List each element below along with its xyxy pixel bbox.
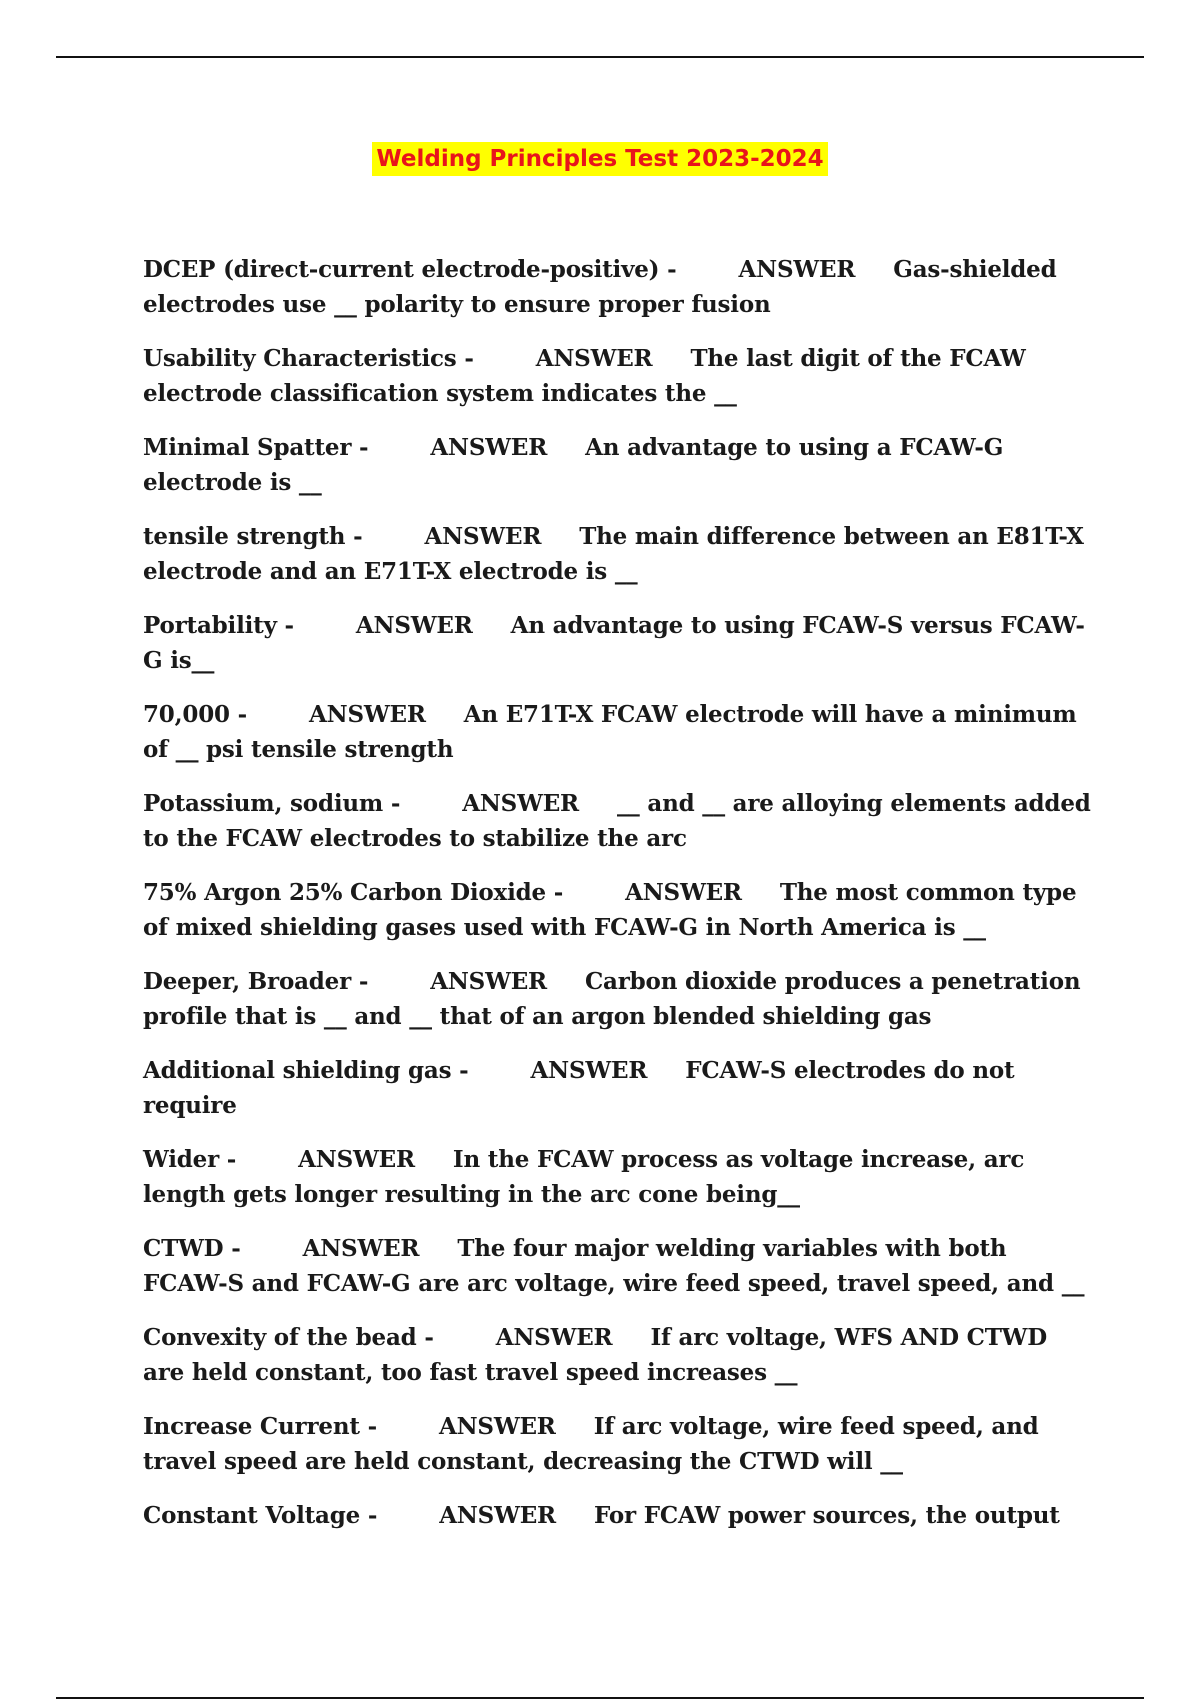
answer-label: ANSWER bbox=[535, 345, 653, 372]
qa-item bbox=[143, 786, 1093, 856]
qa-item bbox=[143, 519, 1093, 589]
qa-question: The last digit of the FCAW electrode classification system indicates the __ bbox=[143, 345, 1026, 407]
qa-term: Increase Current - bbox=[143, 1413, 377, 1440]
answer-label: ANSWER bbox=[355, 612, 473, 639]
qa-term: Deeper, Broader - bbox=[143, 968, 369, 995]
answer-label: ANSWER bbox=[495, 1324, 613, 1351]
answer-label: ANSWER bbox=[462, 790, 579, 817]
qa-term: Usability Characteristics - bbox=[143, 345, 474, 372]
title-container bbox=[0, 142, 1200, 176]
qa-term: DCEP (direct-current electrode-positive) - bbox=[143, 256, 677, 283]
answer-label: ANSWER bbox=[308, 701, 426, 728]
qa-item bbox=[143, 341, 1093, 411]
qa-question: Gas-shielded electrodes use __ polarity to ensure proper fusion bbox=[143, 256, 1057, 318]
qa-term: Minimal Spatter - bbox=[143, 434, 369, 461]
qa-item bbox=[143, 608, 1093, 678]
qa-question: If arc voltage, WFS AND CTWD are held constant, too fast travel speed increases __ bbox=[143, 1324, 1048, 1386]
qa-term: 70,000 - bbox=[143, 701, 247, 728]
qa-question: For FCAW power sources, the output bbox=[593, 1502, 1060, 1529]
bottom-divider bbox=[56, 1697, 1144, 1699]
qa-term: Convexity of the bead - bbox=[143, 1324, 434, 1351]
qa-question: The most common type of mixed shielding gases used with FCAW-G in North America is __ bbox=[143, 879, 1077, 941]
answer-label: ANSWER bbox=[438, 1413, 556, 1440]
top-divider bbox=[56, 56, 1144, 58]
qa-item bbox=[143, 430, 1093, 500]
qa-item bbox=[143, 1320, 1093, 1390]
answer-label: ANSWER bbox=[430, 968, 547, 995]
qa-item bbox=[143, 1142, 1093, 1212]
qa-item bbox=[143, 1498, 1093, 1533]
qa-term: CTWD - bbox=[143, 1235, 241, 1262]
qa-item bbox=[143, 964, 1093, 1034]
answer-label: ANSWER bbox=[424, 523, 542, 550]
qa-question: The main difference between an E81T-X electrode and an E71T-X electrode is __ bbox=[143, 523, 1084, 585]
qa-item bbox=[143, 1231, 1093, 1301]
qa-item bbox=[143, 697, 1093, 767]
answer-label: ANSWER bbox=[298, 1146, 415, 1173]
qa-term: Potassium, sodium - bbox=[143, 790, 401, 817]
qa-term: Portability - bbox=[143, 612, 294, 639]
qa-list bbox=[143, 252, 1093, 1552]
qa-question: The four major welding variables with both FCAW-S and FCAW-G are arc voltage, wire feed speed, travel speed, and __ bbox=[143, 1235, 1085, 1297]
qa-item bbox=[143, 252, 1093, 322]
qa-term: 75% Argon 25% Carbon Dioxide - bbox=[143, 879, 564, 906]
answer-label: ANSWER bbox=[302, 1235, 420, 1262]
answer-label: ANSWER bbox=[430, 434, 548, 461]
answer-label: ANSWER bbox=[625, 879, 742, 906]
qa-term: Wider - bbox=[143, 1146, 237, 1173]
answer-label: ANSWER bbox=[530, 1057, 648, 1084]
qa-question: FCAW-S electrodes do not require bbox=[143, 1057, 1015, 1119]
qa-question: Carbon dioxide produces a penetration profile that is __ and __ that of an argon blended shielding gas bbox=[143, 968, 1081, 1030]
qa-question: If arc voltage, wire feed speed, and travel speed are held constant, decreasing the CTWD will __ bbox=[143, 1413, 1039, 1475]
document-title: Welding Principles Test 2023-2024 bbox=[372, 142, 827, 176]
qa-item bbox=[143, 1409, 1093, 1479]
answer-label: ANSWER bbox=[738, 256, 856, 283]
qa-term: tensile strength - bbox=[143, 523, 363, 550]
qa-question: An advantage to using a FCAW-G electrode is __ bbox=[143, 434, 1004, 496]
qa-question: In the FCAW process as voltage increase, arc length gets longer resulting in the arc cone being__ bbox=[143, 1146, 1025, 1208]
answer-label: ANSWER bbox=[439, 1502, 556, 1529]
qa-item bbox=[143, 875, 1093, 945]
qa-item bbox=[143, 1053, 1093, 1123]
qa-term: Constant Voltage - bbox=[143, 1502, 378, 1529]
qa-term: Additional shielding gas - bbox=[143, 1057, 469, 1084]
qa-question: An E71T-X FCAW electrode will have a minimum of __ psi tensile strength bbox=[143, 701, 1077, 763]
qa-question: __ and __ are alloying elements added to the FCAW electrodes to stabilize the arc bbox=[143, 790, 1091, 852]
qa-question: An advantage to using FCAW-S versus FCAW-G is__ bbox=[143, 612, 1085, 674]
